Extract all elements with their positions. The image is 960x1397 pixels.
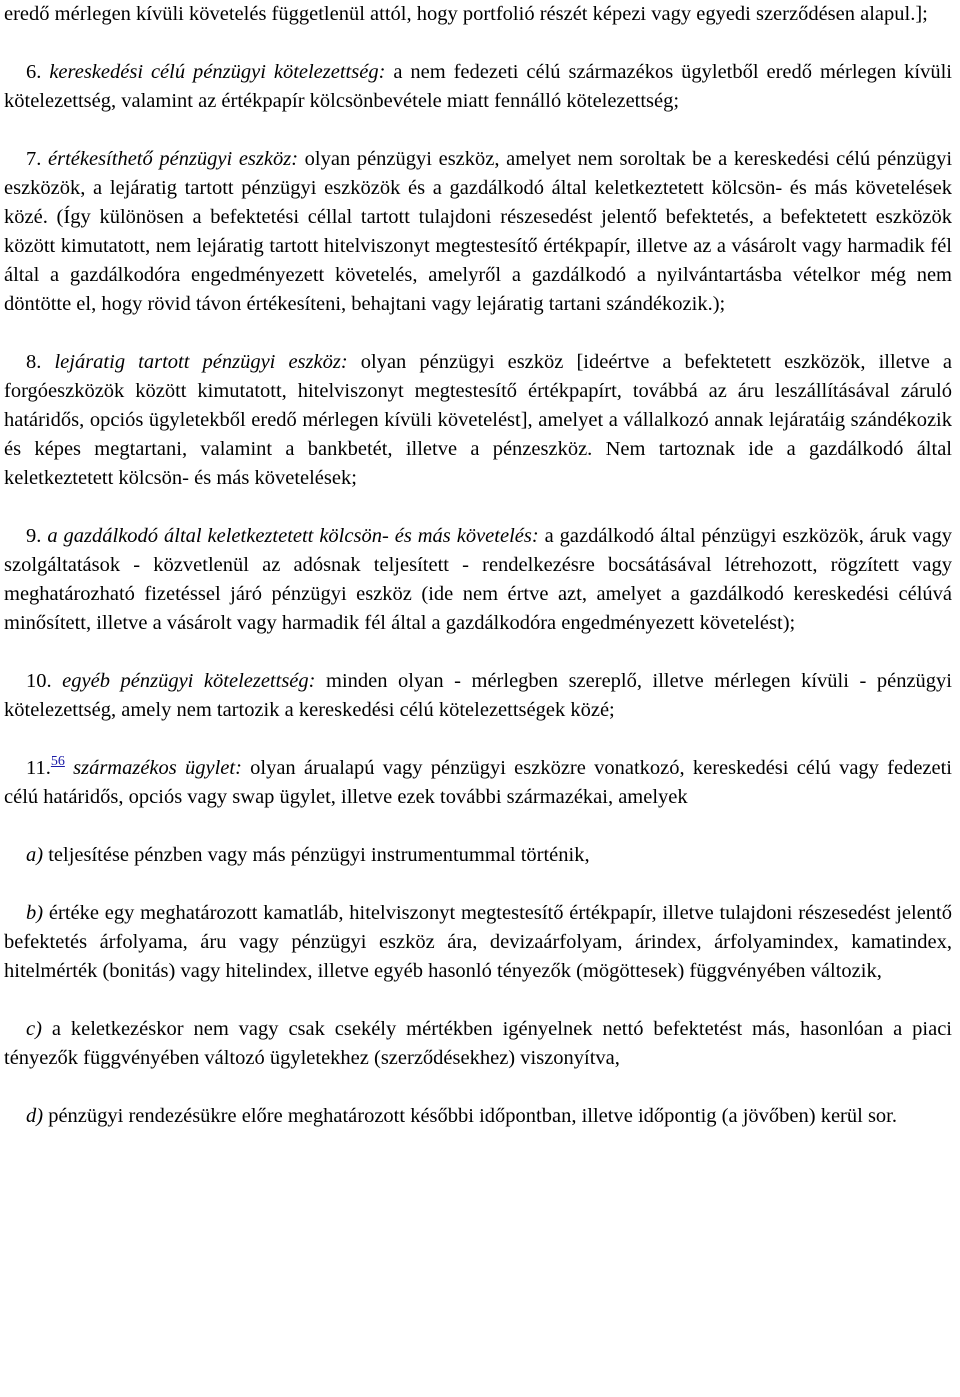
definition-8 <box>4 348 952 493</box>
definition-6 <box>4 58 952 116</box>
paragraph-gap <box>4 638 952 667</box>
sub-item-label: c) <box>26 1018 42 1040</box>
sub-item-label: a) <box>26 844 44 866</box>
definition-9 <box>4 522 952 638</box>
sub-item-text: pénzügyi rendezésükre előre meghatározott későbbi időpontban, illetve időpontig (a jövőben) kerül sor. <box>48 1105 897 1127</box>
definition-text: minden olyan - mérlegben szereplő, illetve mérlegen kívüli - pénzügyi kötelezettség, amely nem tartozik a kereskedési célú kötelezettségek közé; <box>4 670 952 721</box>
sub-item-label: b) <box>26 902 44 924</box>
sub-item-label: d) <box>26 1105 44 1127</box>
defined-term: lejáratig tartott pénzügyi eszköz: <box>54 351 348 373</box>
item-number: 11. <box>26 757 51 779</box>
paragraph-gap <box>4 812 952 841</box>
defined-term: a gazdálkodó által keletkeztetett kölcsön- és más követelés: <box>47 525 539 547</box>
paragraph-text: eredő mérlegen kívüli követelés függetlenül attól, hogy portfolió részét képezi vagy egyedi szerződésen alapul.]; <box>4 3 928 25</box>
sub-item-c <box>4 1015 952 1073</box>
sub-item-a <box>4 841 952 870</box>
definition-text: a nem fedezeti célú származékos ügyletből eredő mérlegen kívüli kötelezettség, valamint az értékpapír kölcsönbevétele miatt fennálló kötelezettség; <box>4 61 952 112</box>
item-number: 10. <box>26 670 52 692</box>
paragraph-gap <box>4 1073 952 1102</box>
paragraph-gap <box>4 29 952 58</box>
definition-text: olyan árualapú vagy pénzügyi eszközre vonatkozó, kereskedési célú vagy fedezeti célú határidős, opciós vagy swap ügylet, illetve ezek további származékai, amelyek <box>4 757 953 808</box>
definition-11 <box>4 754 952 812</box>
paragraph-gap <box>4 870 952 899</box>
defined-term: származékos ügylet: <box>73 757 242 779</box>
definition-text: a gazdálkodó által pénzügyi eszközök, áruk vagy szolgáltatások - közvetlenül az adósnak teljesített - rendelkezésre bocsátásával létrehozott, rögzített vagy meghatározható fizetéssel járó pénzügyi eszköz (ide nem értve azt, amelyet a gazdálkodó kereskedési célúvá minősített, illetve a vásárolt vagy harmadik fél által a gazdálkodóra engedményezett követelést); <box>4 525 953 634</box>
defined-term: kereskedési célú pénzügyi kötelezettség: <box>49 61 386 83</box>
paragraph-gap <box>4 725 952 754</box>
definition-10 <box>4 667 952 725</box>
sub-item-text: értéke egy meghatározott kamatláb, hitelviszonyt megtestesítő értékpapír, illetve tulajdoni részesedést jelentő befektetés árfolyama, áru vagy pénzügyi eszköz ára, devizaárfolyam, árindex, árfolyamindex, kamatindex, hitelmérték (bonitás) vagy hitelindex, illetve egyéb hasonló tényezők (mögöttesek) függvényében változik, <box>4 902 952 982</box>
paragraph-continuation <box>4 0 952 29</box>
sub-item-text: a keletkezéskor nem vagy csak csekély mértékben igényelnek nettó befektetést más, hasonlóan a piaci tényezők függvényében változó ügyletekhez (szerződésekhez) viszonyítva, <box>4 1018 953 1069</box>
paragraph-gap <box>4 493 952 522</box>
sub-item-text: teljesítése pénzben vagy más pénzügyi instrumentummal történik, <box>48 844 590 866</box>
item-number: 7. <box>26 148 42 170</box>
definition-7 <box>4 145 952 319</box>
defined-term: egyéb pénzügyi kötelezettség: <box>62 670 316 692</box>
definition-text: olyan pénzügyi eszköz, amelyet nem soroltak be a kereskedési célú pénzügyi eszközök, a lejáratig tartott pénzügyi eszközök és a gazdálkodó által keletkeztetett kölcsön- és más követelések közé. (Így különösen a befektetési céllal tartott tulajdoni részesedést jelentő befektetés, a befektetett eszközök között kimutatott, nem lejáratig tartott hitelviszonyt megtestesítő értékpapír, illetve az a vásárolt vagy harmadik fél által a gazdálkodóra engedményezett követelés, amelyről a gazdálkodó a nyilvántartásba vételkor még nem döntötte el, hogy rövid távon értékesíteni, behajtani vagy lejáratig tartani szándékozik.); <box>4 148 953 315</box>
definition-text: olyan pénzügyi eszköz [ideértve a befektetett eszközök, illetve a forgóeszközök között kimutatott, hitelviszonyt megtestesítő értékpapírt, továbbá az áru leszállításával záruló határidős, opciós ügyletekből eredő mérlegen kívüli követelést], amelyet a vállalkozó annak lejáratáig szándékozik és képes megtartani, valamint a bankbetét, illetve a pénzeszköz. Nem tartoznak ide a gazdálkodó által keletkeztetett kölcsön- és más követelések; <box>4 351 953 489</box>
item-number: 6. <box>26 61 42 83</box>
defined-term: értékesíthető pénzügyi eszköz: <box>48 148 299 170</box>
paragraph-gap <box>4 319 952 348</box>
paragraph-gap <box>4 116 952 145</box>
item-number: 9. <box>26 525 42 547</box>
footnote-reference-link[interactable]: 56 <box>50 754 65 769</box>
item-number: 8. <box>26 351 42 373</box>
sub-item-d <box>4 1102 952 1131</box>
sub-item-b <box>4 899 952 986</box>
paragraph-gap <box>4 986 952 1015</box>
